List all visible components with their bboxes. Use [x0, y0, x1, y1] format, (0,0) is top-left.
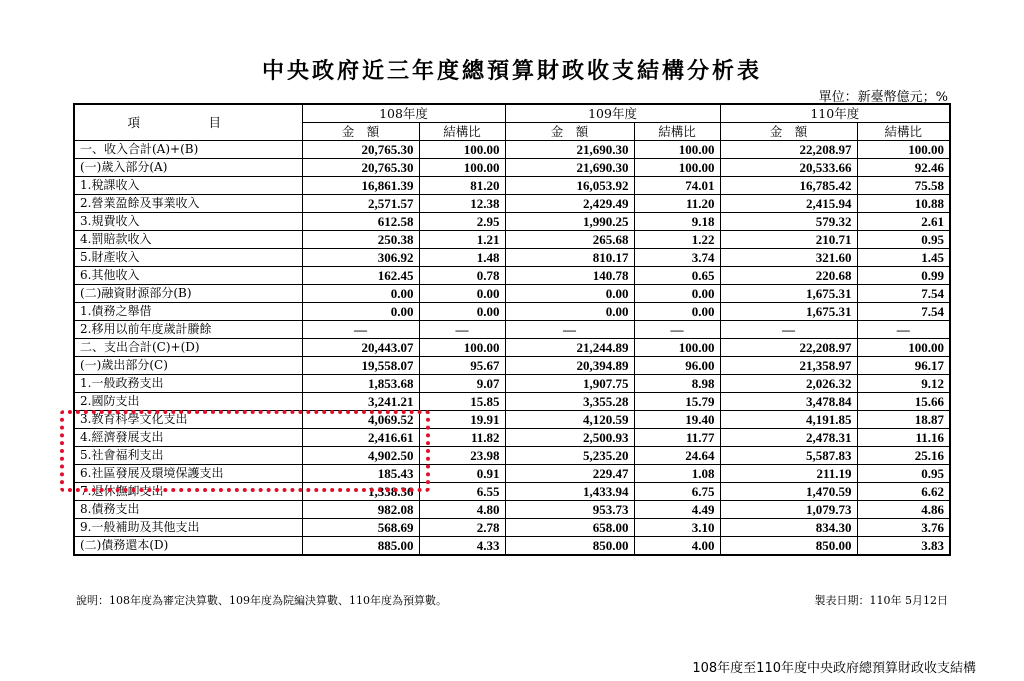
- cell-amount-109: 16,053.92: [505, 177, 634, 195]
- cell-ratio-109: 9.18: [634, 213, 720, 231]
- cell-ratio-108: 9.07: [419, 375, 505, 393]
- cell-amount-109: 953.73: [505, 501, 634, 519]
- table-row: [74, 285, 950, 303]
- cell-amount-108: 185.43: [302, 465, 419, 483]
- table-row: [74, 249, 950, 267]
- cell-amount-108: 250.38: [302, 231, 419, 249]
- cell-amount-109: 1,990.25: [505, 213, 634, 231]
- cell-ratio-110: 4.86: [857, 501, 950, 519]
- cell-amount-110: 1,079.73: [720, 501, 857, 519]
- table-row: [74, 195, 950, 213]
- cell-amount-110: 21,358.97: [720, 357, 857, 375]
- page-title: 中央政府近三年度總預算財政收支結構分析表: [261, 59, 762, 84]
- cell-ratio-109: 3.74: [634, 249, 720, 267]
- cell-amount-109: 21,690.30: [505, 159, 634, 177]
- table-row: [74, 159, 950, 177]
- header-ratio: 結構比: [419, 123, 505, 141]
- image-caption: 108年度至110年度中央政府總預算財政收支結構: [692, 661, 976, 676]
- cell-ratio-110: 6.62: [857, 483, 950, 501]
- cell-ratio-109: 0.65: [634, 267, 720, 285]
- cell-ratio-108: 11.82: [419, 429, 505, 447]
- cell-amount-108: 16,861.39: [302, 177, 419, 195]
- cell-amount-110: 850.00: [720, 537, 857, 556]
- cell-amount-108: 1,338.36: [302, 483, 419, 501]
- row-label: 4.罰賠款收入: [74, 231, 302, 249]
- cell-amount-109: 3,355.28: [505, 393, 634, 411]
- row-label: (一)歲出部分(C): [74, 357, 302, 375]
- cell-amount-109: 0.00: [505, 285, 634, 303]
- table-row: [74, 213, 950, 231]
- cell-amount-108: 1,853.68: [302, 375, 419, 393]
- cell-amount-108: 20,765.30: [302, 159, 419, 177]
- row-label: 1.一般政務支出: [74, 375, 302, 393]
- cell-amount-109: —: [505, 321, 634, 339]
- table-row: [74, 393, 950, 411]
- header-year-110: 110年度: [720, 104, 950, 123]
- table-row: [74, 267, 950, 285]
- cell-ratio-110: 9.12: [857, 375, 950, 393]
- cell-ratio-109: 4.49: [634, 501, 720, 519]
- cell-ratio-109: —: [634, 321, 720, 339]
- cell-amount-109: 20,394.89: [505, 357, 634, 375]
- cell-ratio-108: 23.98: [419, 447, 505, 465]
- table-row: [74, 231, 950, 249]
- cell-amount-110: 321.60: [720, 249, 857, 267]
- cell-amount-110: 16,785.42: [720, 177, 857, 195]
- cell-ratio-108: 6.55: [419, 483, 505, 501]
- cell-amount-108: 0.00: [302, 303, 419, 321]
- cell-ratio-108: 0.78: [419, 267, 505, 285]
- cell-ratio-108: 95.67: [419, 357, 505, 375]
- table-body: [74, 141, 950, 556]
- cell-amount-108: 162.45: [302, 267, 419, 285]
- cell-ratio-110: 1.45: [857, 249, 950, 267]
- header-amount: 金 額: [720, 123, 857, 141]
- header-year-109: 109年度: [505, 104, 720, 123]
- cell-amount-108: 2,416.61: [302, 429, 419, 447]
- cell-amount-109: 2,500.93: [505, 429, 634, 447]
- cell-ratio-108: 100.00: [419, 159, 505, 177]
- row-label: 2.國防支出: [74, 393, 302, 411]
- cell-ratio-109: 0.00: [634, 303, 720, 321]
- row-label: 3.教育科學文化支出: [74, 411, 302, 429]
- cell-amount-108: 612.58: [302, 213, 419, 231]
- cell-amount-108: 20,765.30: [302, 141, 419, 159]
- table-row: [74, 141, 950, 159]
- header-year-108: 108年度: [302, 104, 505, 123]
- table-row: [74, 429, 950, 447]
- cell-ratio-110: 10.88: [857, 195, 950, 213]
- table-row: [74, 303, 950, 321]
- cell-ratio-108: 0.00: [419, 303, 505, 321]
- row-label: 7.退休撫卹支出: [74, 483, 302, 501]
- header-ratio: 結構比: [857, 123, 950, 141]
- cell-amount-110: 4,191.85: [720, 411, 857, 429]
- cell-ratio-110: 11.16: [857, 429, 950, 447]
- cell-amount-109: 850.00: [505, 537, 634, 556]
- header-item: 項 目: [74, 104, 302, 141]
- cell-amount-109: 658.00: [505, 519, 634, 537]
- header-amount: 金 額: [302, 123, 419, 141]
- cell-ratio-110: 92.46: [857, 159, 950, 177]
- table-row: [74, 357, 950, 375]
- row-label: 二、支出合計(C)+(D): [74, 339, 302, 357]
- cell-ratio-108: 0.00: [419, 285, 505, 303]
- cell-ratio-110: 100.00: [857, 141, 950, 159]
- table-row: [74, 447, 950, 465]
- cell-ratio-109: 100.00: [634, 159, 720, 177]
- cell-amount-109: 140.78: [505, 267, 634, 285]
- cell-amount-109: 5,235.20: [505, 447, 634, 465]
- table-row: [74, 519, 950, 537]
- cell-ratio-108: 100.00: [419, 141, 505, 159]
- cell-ratio-109: 4.00: [634, 537, 720, 556]
- row-label: 1.稅課收入: [74, 177, 302, 195]
- cell-ratio-108: 4.33: [419, 537, 505, 556]
- cell-amount-109: 21,244.89: [505, 339, 634, 357]
- cell-ratio-108: 4.80: [419, 501, 505, 519]
- cell-ratio-109: 96.00: [634, 357, 720, 375]
- cell-ratio-109: 11.77: [634, 429, 720, 447]
- cell-ratio-110: —: [857, 321, 950, 339]
- cell-amount-109: 2,429.49: [505, 195, 634, 213]
- cell-ratio-110: 3.83: [857, 537, 950, 556]
- cell-amount-110: —: [720, 321, 857, 339]
- cell-amount-108: 3,241.21: [302, 393, 419, 411]
- cell-amount-108: 20,443.07: [302, 339, 419, 357]
- table-row: [74, 177, 950, 195]
- cell-ratio-109: 1.22: [634, 231, 720, 249]
- row-label: (二)融資財源部分(B): [74, 285, 302, 303]
- row-label: (二)債務還本(D): [74, 537, 302, 556]
- cell-ratio-109: 19.40: [634, 411, 720, 429]
- cell-ratio-109: 6.75: [634, 483, 720, 501]
- cell-amount-110: 1,675.31: [720, 285, 857, 303]
- cell-ratio-109: 1.08: [634, 465, 720, 483]
- cell-ratio-110: 2.61: [857, 213, 950, 231]
- cell-amount-109: 21,690.30: [505, 141, 634, 159]
- cell-ratio-110: 7.54: [857, 285, 950, 303]
- cell-ratio-108: 15.85: [419, 393, 505, 411]
- row-label: 一、收入合計(A)+(B): [74, 141, 302, 159]
- row-label: 2.移用以前年度歲計賸餘: [74, 321, 302, 339]
- row-label: 6.其他收入: [74, 267, 302, 285]
- table-row: [74, 537, 950, 556]
- cell-ratio-110: 75.58: [857, 177, 950, 195]
- cell-amount-108: 982.08: [302, 501, 419, 519]
- cell-ratio-109: 15.79: [634, 393, 720, 411]
- cell-ratio-109: 3.10: [634, 519, 720, 537]
- row-label: 1.債務之舉借: [74, 303, 302, 321]
- row-label: 3.規費收入: [74, 213, 302, 231]
- table-date: 製表日期：110年 5月12日: [814, 594, 948, 607]
- cell-amount-109: 1,907.75: [505, 375, 634, 393]
- table-row: [74, 483, 950, 501]
- cell-amount-109: 0.00: [505, 303, 634, 321]
- cell-amount-109: 4,120.59: [505, 411, 634, 429]
- cell-ratio-109: 100.00: [634, 141, 720, 159]
- cell-amount-108: 568.69: [302, 519, 419, 537]
- cell-ratio-108: 2.78: [419, 519, 505, 537]
- cell-ratio-108: 12.38: [419, 195, 505, 213]
- row-label: 5.財產收入: [74, 249, 302, 267]
- cell-amount-110: 1,470.59: [720, 483, 857, 501]
- row-label: 2.營業盈餘及事業收入: [74, 195, 302, 213]
- cell-amount-108: 4,902.50: [302, 447, 419, 465]
- finance-table: [73, 103, 951, 556]
- cell-amount-110: 220.68: [720, 267, 857, 285]
- cell-amount-110: 211.19: [720, 465, 857, 483]
- cell-ratio-110: 18.87: [857, 411, 950, 429]
- row-label: 6.社區發展及環境保護支出: [74, 465, 302, 483]
- cell-amount-110: 579.32: [720, 213, 857, 231]
- cell-amount-109: 810.17: [505, 249, 634, 267]
- cell-amount-110: 22,208.97: [720, 339, 857, 357]
- table-row: [74, 465, 950, 483]
- cell-amount-108: 0.00: [302, 285, 419, 303]
- cell-amount-109: 1,433.94: [505, 483, 634, 501]
- cell-amount-110: 834.30: [720, 519, 857, 537]
- cell-ratio-109: 0.00: [634, 285, 720, 303]
- unit-label: 單位：新臺幣億元；%: [818, 90, 948, 105]
- row-label: 5.社會福利支出: [74, 447, 302, 465]
- cell-ratio-110: 100.00: [857, 339, 950, 357]
- cell-amount-110: 2,415.94: [720, 195, 857, 213]
- cell-ratio-108: —: [419, 321, 505, 339]
- cell-amount-110: 2,478.31: [720, 429, 857, 447]
- cell-ratio-108: 2.95: [419, 213, 505, 231]
- row-label: (一)歲入部分(A): [74, 159, 302, 177]
- row-label: 4.經濟發展支出: [74, 429, 302, 447]
- cell-ratio-110: 0.95: [857, 231, 950, 249]
- cell-ratio-108: 1.48: [419, 249, 505, 267]
- cell-ratio-108: 81.20: [419, 177, 505, 195]
- cell-amount-109: 229.47: [505, 465, 634, 483]
- footnote: 說明：108年度為審定決算數、109年度為院編決算數、110年度為預算數。: [76, 594, 447, 607]
- cell-ratio-108: 0.91: [419, 465, 505, 483]
- cell-ratio-110: 3.76: [857, 519, 950, 537]
- cell-ratio-108: 1.21: [419, 231, 505, 249]
- header-ratio: 結構比: [634, 123, 720, 141]
- cell-ratio-109: 24.64: [634, 447, 720, 465]
- cell-amount-108: 19,558.07: [302, 357, 419, 375]
- cell-ratio-109: 11.20: [634, 195, 720, 213]
- cell-ratio-110: 96.17: [857, 357, 950, 375]
- table-row: [74, 321, 950, 339]
- cell-amount-110: 20,533.66: [720, 159, 857, 177]
- cell-ratio-110: 7.54: [857, 303, 950, 321]
- cell-ratio-110: 0.95: [857, 465, 950, 483]
- cell-amount-110: 210.71: [720, 231, 857, 249]
- cell-ratio-109: 8.98: [634, 375, 720, 393]
- cell-ratio-110: 15.66: [857, 393, 950, 411]
- cell-amount-110: 3,478.84: [720, 393, 857, 411]
- table-row: [74, 501, 950, 519]
- row-label: 8.債務支出: [74, 501, 302, 519]
- cell-ratio-108: 19.91: [419, 411, 505, 429]
- cell-amount-108: 2,571.57: [302, 195, 419, 213]
- cell-ratio-108: 100.00: [419, 339, 505, 357]
- cell-amount-108: 306.92: [302, 249, 419, 267]
- cell-ratio-110: 0.99: [857, 267, 950, 285]
- cell-amount-108: 885.00: [302, 537, 419, 556]
- cell-ratio-109: 100.00: [634, 339, 720, 357]
- cell-amount-108: 4,069.52: [302, 411, 419, 429]
- cell-amount-110: 1,675.31: [720, 303, 857, 321]
- cell-amount-110: 5,587.83: [720, 447, 857, 465]
- table-row: [74, 375, 950, 393]
- header-amount: 金 額: [505, 123, 634, 141]
- cell-amount-110: 22,208.97: [720, 141, 857, 159]
- row-label: 9.一般補助及其他支出: [74, 519, 302, 537]
- table-row: [74, 339, 950, 357]
- cell-amount-110: 2,026.32: [720, 375, 857, 393]
- cell-ratio-109: 74.01: [634, 177, 720, 195]
- cell-amount-108: —: [302, 321, 419, 339]
- cell-ratio-110: 25.16: [857, 447, 950, 465]
- table-row: [74, 411, 950, 429]
- cell-amount-109: 265.68: [505, 231, 634, 249]
